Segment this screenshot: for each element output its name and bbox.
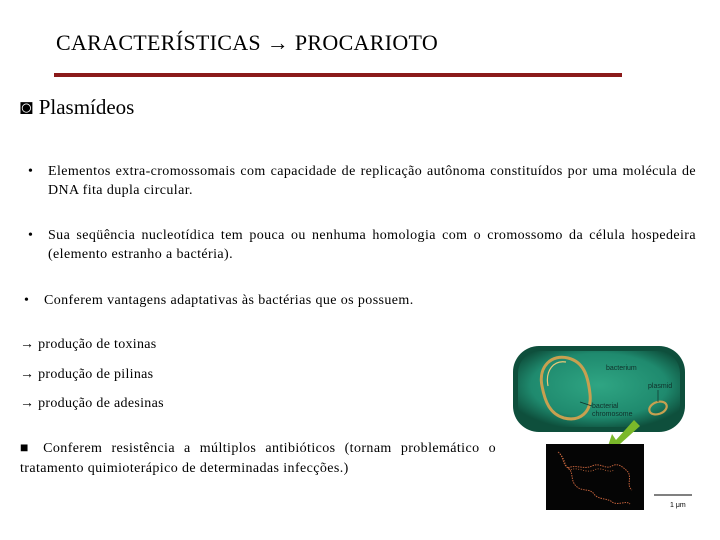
slide-title: CARACTERÍSTICAS → PROCARIOTO <box>56 30 439 55</box>
title-underline <box>54 73 622 77</box>
heading-bullet-icon: ◙ <box>20 95 33 119</box>
resistance-paragraph: ■ Conferem resistência a múltiplos antibióticos (tornam problemático o tratamento quimioterápico de determinadas infecções.) <box>20 441 496 476</box>
bullet-dot-icon: • <box>28 164 34 179</box>
arrow-item-toxins: → produção de toxinas <box>20 337 157 352</box>
bullet-item <box>28 226 696 266</box>
bullet-dot-icon: • <box>28 228 34 243</box>
bullet-text: Sua seqüência nucleotídica tem pouca ou nenhuma homologia com o cromossomo da célula hospedeira (elemento estranho a bactéria). <box>48 228 696 262</box>
arrow-item-adhesins: → produção de adesinas <box>20 396 164 411</box>
label-chromosome-line1: bacterial <box>592 403 619 410</box>
label-bacterium: bacterium <box>606 365 637 372</box>
arrow-item-pilins: → produção de pilinas <box>20 367 154 382</box>
heading-text: Plasmídeos <box>38 95 135 119</box>
plasmid-diagram <box>508 340 708 515</box>
plasmid-figure <box>508 340 708 515</box>
bullet-item <box>28 162 696 202</box>
bullet-item <box>24 291 524 311</box>
bullet-text: Conferem vantagens adaptativas às bactérias que os possuem. <box>44 293 414 308</box>
label-plasmid: plasmid <box>648 383 673 390</box>
bullet-dot-icon: • <box>24 293 30 308</box>
label-chromosome-line2: chromosome <box>592 411 633 418</box>
section-heading <box>20 95 134 120</box>
bullet-text: Elementos extra-cromossomais com capacidade de replicação autônoma constituídos por uma molécula de DNA fita dupla circular. <box>48 164 696 198</box>
scale-label: 1 μm <box>670 502 686 509</box>
